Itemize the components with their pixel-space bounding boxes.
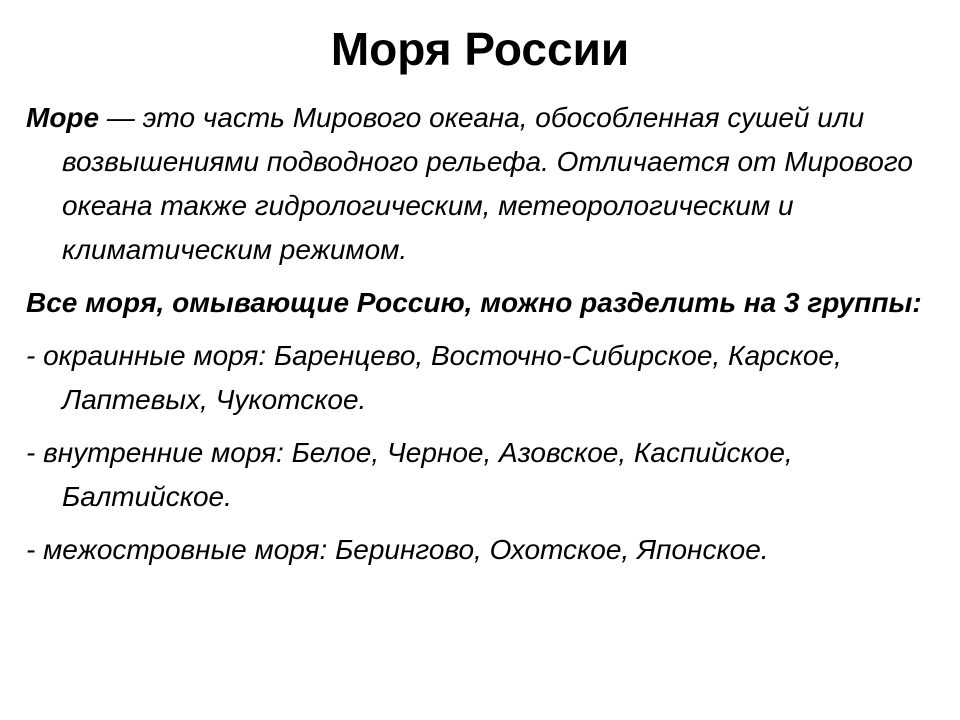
definition-text: — это часть Мирового океана, обособленная сушей или возвышениями подводного рельефа. Отличается от Мирового океана также гидрологическим, метеорологическим и климатическим режимом. [62, 102, 913, 265]
groups-intro: Все моря, омывающие Россию, можно разделить на 3 группы: [26, 287, 922, 318]
slide-title: Моря России [330, 23, 630, 75]
group-item-inland-seas: - внутренние моря: Белое, Черное, Азовское, Каспийское, Балтийское. [26, 437, 793, 512]
group-item-marginal-seas: - окраинные моря: Баренцево, Восточно-Сибирское, Карское, Лаптевых, Чукотское. [26, 340, 842, 415]
definition-paragraph [26, 96, 926, 272]
definition-term: Море [26, 102, 100, 133]
slide-body [26, 96, 926, 581]
group-item-interisland-seas: - межостровные моря: Берингово, Охотское, Японское. [26, 534, 769, 565]
